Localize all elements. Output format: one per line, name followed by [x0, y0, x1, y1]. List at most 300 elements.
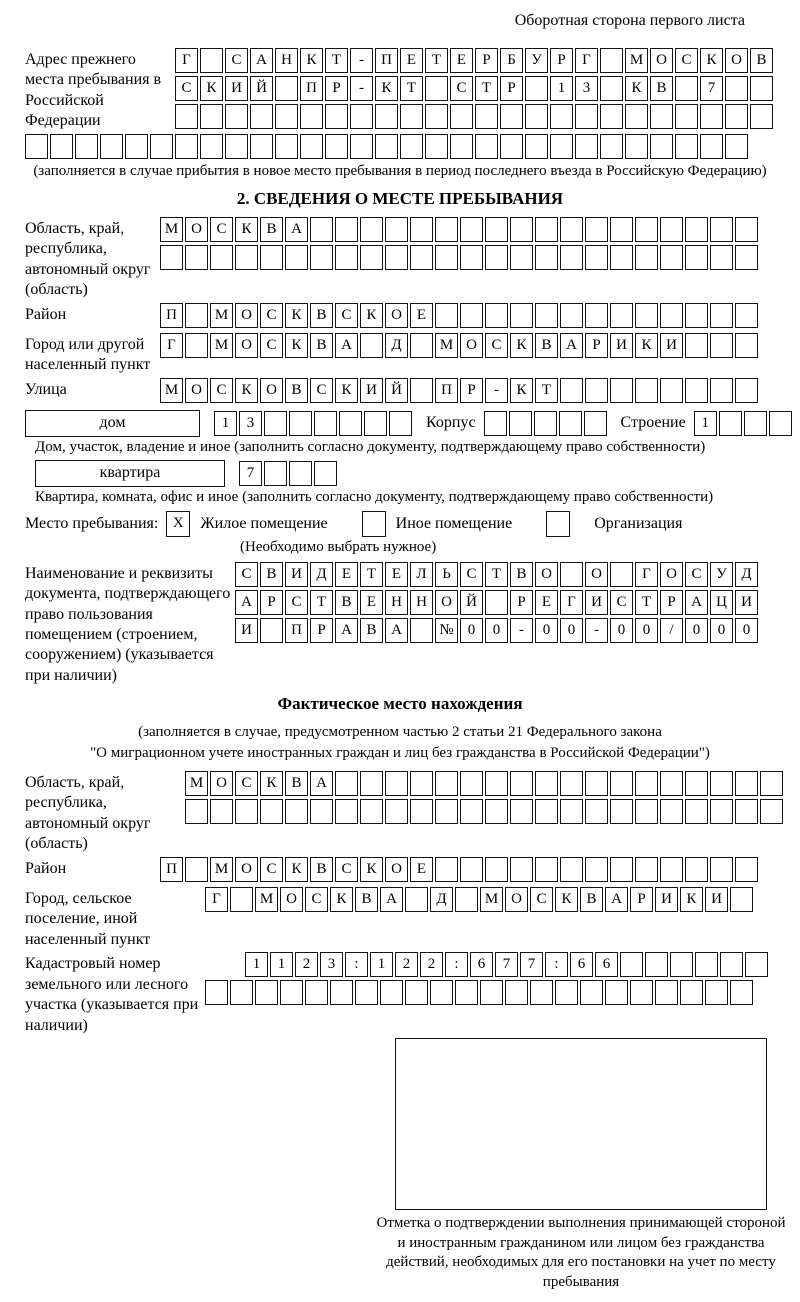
char-cell	[610, 303, 633, 328]
char-cell: В	[360, 618, 383, 643]
actual-oblast-block	[25, 771, 775, 855]
char-cell	[760, 799, 783, 824]
char-cell	[675, 104, 698, 129]
char-cell	[435, 771, 458, 796]
char-cell	[584, 411, 607, 436]
option-other-label: Иное помещение	[395, 514, 513, 532]
char-cell	[585, 799, 608, 824]
char-cell	[185, 333, 208, 358]
char-cell: 3	[575, 76, 598, 101]
char-cell	[285, 245, 308, 270]
char-cell	[380, 980, 403, 1005]
char-cell	[685, 378, 708, 403]
checkbox-residential-premises: X	[166, 511, 190, 537]
house-caption: Дом, участок, владение и иное (заполнить согласно документу, подтверждающему право собственности)	[35, 438, 706, 455]
char-cell: К	[555, 887, 578, 912]
char-cell	[360, 771, 383, 796]
char-cell	[719, 411, 742, 436]
char-cell: Д	[385, 333, 408, 358]
char-cell	[585, 245, 608, 270]
char-cell: К	[625, 76, 648, 101]
stroenie-label: Строение	[620, 414, 686, 432]
char-cell: О	[185, 378, 208, 403]
char-cell	[559, 411, 582, 436]
char-cell: С	[305, 887, 328, 912]
char-cell	[260, 245, 283, 270]
char-cell	[525, 134, 548, 159]
char-cell	[685, 245, 708, 270]
actual-location-caption	[25, 722, 775, 763]
char-cell	[125, 134, 148, 159]
char-cell: Р	[500, 76, 523, 101]
char-cell	[610, 245, 633, 270]
stamp-caption: Отметка о подтверждении выполнения принимающей стороной и иностранным гражданином или лицом без гражданства действий, необходимых для его постановки на учет по месту пребывания	[376, 1215, 786, 1290]
document-label: Наименование и реквизиты документа, подтверждающего право пользования помещением (строением, сооружением) (указывается при наличии)	[25, 564, 231, 684]
char-cell: С	[460, 562, 483, 587]
char-row	[185, 771, 785, 796]
char-cell	[485, 245, 508, 270]
char-cell: П	[375, 48, 398, 73]
char-cell	[555, 980, 578, 1005]
char-cell	[635, 771, 658, 796]
char-cell: М	[210, 857, 233, 882]
char-cell	[50, 134, 73, 159]
char-cell: В	[355, 887, 378, 912]
char-cell: О	[385, 303, 408, 328]
char-cell	[769, 411, 792, 436]
char-cell	[289, 461, 312, 486]
char-cell	[250, 104, 273, 129]
char-cell	[225, 134, 248, 159]
char-cell	[205, 980, 228, 1005]
char-cell	[235, 799, 258, 824]
char-cell	[455, 980, 478, 1005]
char-cell: Т	[635, 590, 658, 615]
char-cell	[744, 411, 767, 436]
raion-block	[25, 303, 775, 331]
char-cell	[410, 245, 433, 270]
char-cell	[720, 952, 743, 977]
prev-address-extra-row	[25, 134, 775, 159]
char-cell: С	[485, 333, 508, 358]
char-cell	[425, 76, 448, 101]
char-cell: А	[335, 333, 358, 358]
char-cell	[575, 104, 598, 129]
char-cell	[600, 104, 623, 129]
oblast-block	[25, 217, 775, 301]
char-cell: Д	[310, 562, 333, 587]
char-cell	[385, 217, 408, 242]
char-cell: Г	[175, 48, 198, 73]
char-cell: И	[285, 562, 308, 587]
char-cell: В	[310, 333, 333, 358]
char-cell	[360, 799, 383, 824]
char-cell	[460, 857, 483, 882]
char-row	[205, 887, 755, 912]
char-cell	[730, 980, 753, 1005]
char-cell: 7	[520, 952, 543, 977]
apartment-row	[35, 460, 775, 487]
char-cell	[735, 857, 758, 882]
char-cell	[225, 104, 248, 129]
char-cell	[314, 461, 337, 486]
apartment-type-box: квартира	[35, 460, 225, 487]
char-row	[235, 618, 760, 643]
char-cell	[410, 799, 433, 824]
char-cell: Е	[385, 562, 408, 587]
char-cell: Р	[510, 590, 533, 615]
char-cell	[710, 771, 733, 796]
char-cell: М	[480, 887, 503, 912]
char-cell	[410, 771, 433, 796]
char-cell: С	[260, 333, 283, 358]
actual-location-caption-line1: (заполняется в случае, предусмотренном частью 2 статьи 21 Федерального закона	[138, 724, 662, 741]
char-cell	[405, 980, 428, 1005]
char-cell	[355, 980, 378, 1005]
char-cell: К	[510, 378, 533, 403]
house-type-box: дом	[25, 410, 200, 437]
char-cell	[455, 887, 478, 912]
char-cell	[335, 245, 358, 270]
char-cell: О	[660, 562, 683, 587]
char-cell: О	[235, 303, 258, 328]
char-cell	[460, 799, 483, 824]
char-cell	[610, 799, 633, 824]
char-cell	[685, 771, 708, 796]
ulitsa-label: Улица	[25, 380, 67, 398]
actual-location-title: Фактическое место нахождения	[277, 694, 523, 714]
char-cell	[400, 104, 423, 129]
char-cell	[650, 104, 673, 129]
char-cell: Р	[630, 887, 653, 912]
char-cell	[360, 333, 383, 358]
char-cell: Г	[635, 562, 658, 587]
char-cell	[525, 104, 548, 129]
char-cell	[535, 857, 558, 882]
char-cell	[485, 857, 508, 882]
char-cell	[230, 887, 253, 912]
char-cell: С	[310, 378, 333, 403]
char-cell	[405, 887, 428, 912]
char-cell: 0	[685, 618, 708, 643]
char-cell	[100, 134, 123, 159]
char-cell: К	[285, 303, 308, 328]
char-cell: К	[330, 887, 353, 912]
char-row	[235, 590, 760, 615]
char-cell	[575, 134, 598, 159]
char-cell: Д	[735, 562, 758, 587]
char-cell	[710, 245, 733, 270]
char-cell: И	[225, 76, 248, 101]
char-cell: 0	[535, 618, 558, 643]
oblast-grid	[160, 217, 760, 273]
char-cell	[645, 952, 668, 977]
char-cell: С	[530, 887, 553, 912]
char-cell	[410, 333, 433, 358]
char-cell: Б	[500, 48, 523, 73]
char-cell: К	[300, 48, 323, 73]
char-row	[160, 303, 760, 328]
char-cell: О	[505, 887, 528, 912]
char-cell	[335, 771, 358, 796]
char-cell: 0	[460, 618, 483, 643]
char-cell: С	[610, 590, 633, 615]
char-cell	[235, 245, 258, 270]
char-cell: 1	[214, 411, 237, 436]
char-cell: И	[235, 618, 258, 643]
char-cell	[200, 134, 223, 159]
char-cell	[185, 857, 208, 882]
char-cell	[460, 771, 483, 796]
char-cell: К	[260, 771, 283, 796]
char-cell	[700, 134, 723, 159]
char-cell: 6	[570, 952, 593, 977]
char-cell: С	[225, 48, 248, 73]
char-cell	[635, 245, 658, 270]
char-cell: Р	[585, 333, 608, 358]
char-cell: А	[380, 887, 403, 912]
char-cell: -	[485, 378, 508, 403]
char-cell: В	[580, 887, 603, 912]
checkbox-other-premises	[362, 511, 386, 537]
char-cell	[705, 980, 728, 1005]
char-cell: И	[585, 590, 608, 615]
char-cell: Е	[410, 303, 433, 328]
char-cell: И	[360, 378, 383, 403]
char-cell	[185, 799, 208, 824]
char-cell: Е	[360, 590, 383, 615]
char-cell	[400, 134, 423, 159]
char-cell: 0	[735, 618, 758, 643]
char-cell: Д	[430, 887, 453, 912]
char-cell: К	[285, 333, 308, 358]
char-cell: М	[185, 771, 208, 796]
char-cell	[625, 134, 648, 159]
char-cell	[505, 980, 528, 1005]
char-cell	[535, 217, 558, 242]
char-cell: В	[260, 217, 283, 242]
char-cell	[685, 303, 708, 328]
char-cell	[695, 952, 718, 977]
char-cell	[375, 104, 398, 129]
char-cell: М	[210, 303, 233, 328]
char-cell	[280, 980, 303, 1005]
char-cell	[735, 333, 758, 358]
char-cell	[305, 980, 328, 1005]
korpus-label: Корпус	[426, 414, 476, 432]
char-cell	[660, 217, 683, 242]
char-cell	[655, 980, 678, 1005]
char-cell: С	[450, 76, 473, 101]
char-cell	[475, 134, 498, 159]
char-cell	[300, 134, 323, 159]
char-cell: №	[435, 618, 458, 643]
char-cell	[535, 245, 558, 270]
char-cell: 2	[395, 952, 418, 977]
char-cell	[710, 799, 733, 824]
char-cell: 0	[635, 618, 658, 643]
char-cell	[185, 245, 208, 270]
char-cell	[310, 217, 333, 242]
char-cell: М	[255, 887, 278, 912]
char-cell	[435, 245, 458, 270]
char-cell	[710, 378, 733, 403]
char-cell	[425, 104, 448, 129]
kadastr-grid	[205, 952, 770, 1008]
char-cell	[760, 771, 783, 796]
char-cell	[635, 303, 658, 328]
char-cell: О	[535, 562, 558, 587]
char-cell: Ц	[710, 590, 733, 615]
char-cell	[385, 245, 408, 270]
char-cell	[510, 799, 533, 824]
char-cell	[435, 857, 458, 882]
char-cell	[610, 378, 633, 403]
char-cell	[750, 76, 773, 101]
char-cell: С	[260, 303, 283, 328]
char-cell	[610, 857, 633, 882]
char-cell	[450, 134, 473, 159]
char-cell: 3	[239, 411, 262, 436]
char-cell: -	[350, 76, 373, 101]
char-cell	[485, 799, 508, 824]
char-cell	[585, 857, 608, 882]
char-cell: :	[345, 952, 368, 977]
char-cell	[610, 217, 633, 242]
char-cell	[635, 378, 658, 403]
char-cell	[560, 378, 583, 403]
place-type-note: (Необходимо выбрать нужное)	[240, 538, 437, 555]
char-cell	[485, 217, 508, 242]
char-cell	[500, 134, 523, 159]
char-cell: 0	[485, 618, 508, 643]
char-cell	[600, 134, 623, 159]
char-cell: 6	[470, 952, 493, 977]
char-cell	[350, 104, 373, 129]
char-cell	[735, 378, 758, 403]
house-row	[25, 410, 775, 437]
char-cell: В	[335, 590, 358, 615]
char-cell	[560, 799, 583, 824]
char-cell: Е	[335, 562, 358, 587]
char-cell: В	[310, 857, 333, 882]
char-cell: М	[210, 333, 233, 358]
char-cell	[325, 134, 348, 159]
char-cell: В	[285, 378, 308, 403]
char-cell	[485, 590, 508, 615]
char-cell	[255, 980, 278, 1005]
char-cell	[600, 76, 623, 101]
actual-raion-label: Район	[25, 859, 67, 877]
char-cell: К	[360, 857, 383, 882]
char-cell	[460, 303, 483, 328]
option-organization-label: Организация	[594, 514, 683, 532]
place-type-row	[25, 511, 775, 537]
char-cell	[410, 618, 433, 643]
char-cell: Е	[535, 590, 558, 615]
prev-address-caption: (заполняется в случае прибытия в новое место пребывания в период последнего въезда в Российскую Федерацию)	[33, 163, 767, 179]
char-cell	[325, 104, 348, 129]
char-cell: 1	[370, 952, 393, 977]
char-cell	[650, 134, 673, 159]
char-cell: Т	[485, 562, 508, 587]
kadastr-label: Кадастровый номер земельного или лесного участка (указывается при наличии)	[25, 955, 199, 1034]
char-row	[160, 217, 760, 242]
char-cell	[675, 134, 698, 159]
option-residential-label: Жилое помещение	[200, 514, 328, 532]
char-cell	[230, 980, 253, 1005]
char-cell	[710, 303, 733, 328]
char-cell: С	[335, 857, 358, 882]
char-cell	[700, 104, 723, 129]
char-cell	[275, 104, 298, 129]
house-number-cells	[214, 411, 414, 436]
char-cell: 3	[320, 952, 343, 977]
char-cell	[480, 980, 503, 1005]
actual-location-caption-line2: "О миграционном учете иностранных граждан и лиц без гражданства в Российской Федерации")	[90, 744, 710, 761]
char-cell	[360, 217, 383, 242]
char-cell: К	[200, 76, 223, 101]
char-cell	[560, 303, 583, 328]
char-cell	[264, 411, 287, 436]
char-cell	[410, 378, 433, 403]
char-cell: Р	[310, 618, 333, 643]
char-cell: С	[335, 303, 358, 328]
char-cell: :	[445, 952, 468, 977]
char-cell	[389, 411, 412, 436]
char-cell	[360, 245, 383, 270]
gorod-block	[25, 333, 775, 376]
char-cell: Р	[460, 378, 483, 403]
char-cell: 0	[710, 618, 733, 643]
char-cell: В	[260, 562, 283, 587]
char-cell: К	[700, 48, 723, 73]
char-cell	[175, 104, 198, 129]
char-cell	[675, 76, 698, 101]
char-cell: С	[175, 76, 198, 101]
char-cell	[475, 104, 498, 129]
prev-address-block	[25, 48, 775, 132]
char-cell	[625, 104, 648, 129]
char-cell	[560, 245, 583, 270]
char-cell: /	[660, 618, 683, 643]
char-cell: А	[285, 217, 308, 242]
char-cell	[485, 771, 508, 796]
char-cell: У	[525, 48, 548, 73]
char-cell: Л	[410, 562, 433, 587]
char-cell: Ь	[435, 562, 458, 587]
char-cell	[264, 461, 287, 486]
char-row	[185, 799, 785, 824]
char-cell	[660, 799, 683, 824]
char-cell	[560, 217, 583, 242]
char-cell: О	[460, 333, 483, 358]
char-cell: О	[725, 48, 748, 73]
char-cell: -	[585, 618, 608, 643]
char-cell	[250, 134, 273, 159]
char-cell: В	[285, 771, 308, 796]
char-cell: В	[310, 303, 333, 328]
char-cell	[500, 104, 523, 129]
char-cell	[580, 980, 603, 1005]
char-cell: И	[610, 333, 633, 358]
char-cell	[260, 618, 283, 643]
char-cell	[660, 378, 683, 403]
char-cell: 0	[560, 618, 583, 643]
char-cell: Т	[310, 590, 333, 615]
char-cell: :	[545, 952, 568, 977]
char-cell	[660, 245, 683, 270]
